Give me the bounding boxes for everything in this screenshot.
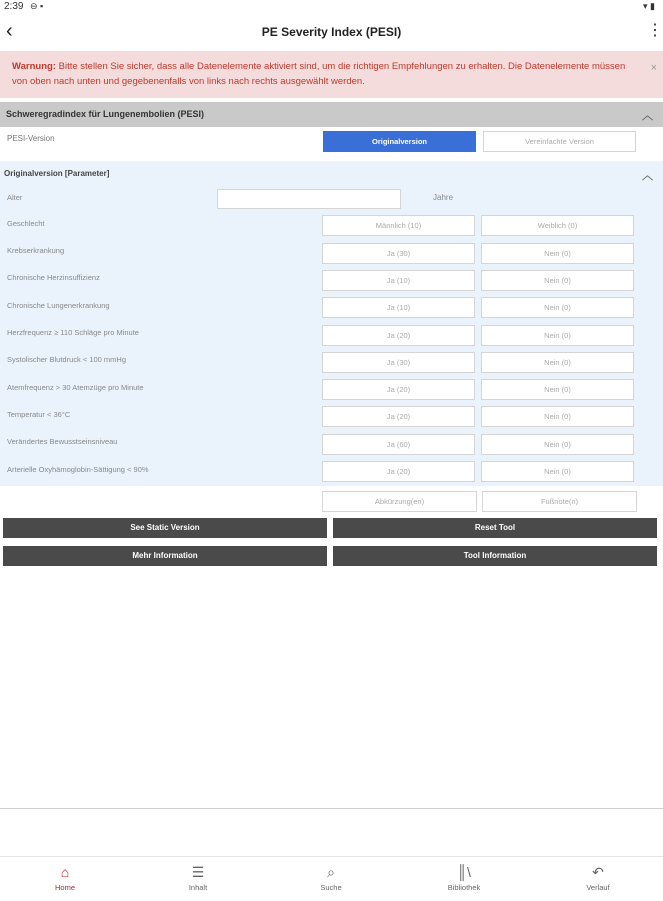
history-icon: ↶ (592, 864, 604, 880)
param-option-b[interactable]: Nein (0) (481, 243, 634, 264)
abbreviations-button[interactable]: Abkürzung(en) (322, 491, 477, 512)
nav-label: Home (54, 883, 75, 892)
see-static-version-button[interactable]: See Static Version (3, 518, 327, 538)
param-label: Temperatur < 36°C (7, 410, 71, 419)
warning-label: Warnung: (12, 61, 56, 72)
param-label: Geschlecht (7, 219, 45, 228)
bottom-nav (0, 856, 663, 900)
divider (0, 808, 663, 809)
params-header[interactable] (0, 161, 663, 186)
tool-information-button[interactable]: Tool Information (333, 546, 657, 566)
menu-icon: ☰ (191, 864, 205, 880)
param-label: Arterielle Oxyhämoglobin-Sättigung < 90% (7, 465, 149, 474)
nav-suche[interactable] (291, 857, 371, 901)
nav-inhalt[interactable] (158, 857, 238, 901)
param-label: Herzfrequenz ≥ 110 Schläge pro Minute (7, 328, 139, 337)
param-label: Verändertes Bewusstseinsniveau (7, 437, 118, 446)
param-option-a[interactable]: Männlich (10) (322, 215, 475, 236)
more-information-button[interactable]: Mehr Information (3, 546, 327, 566)
warning-text: Bitte stellen Sie sicher, dass alle Datenelemente aktiviert sind, um die richtigen Empfehlungen zu erhalten. Die Datenelemente müssen von oben nach unten und gegebenenfalls von links nach rechts ausgewählt werden. (12, 61, 626, 87)
param-option-a[interactable]: Ja (10) (322, 297, 475, 318)
page-title: PE Severity Index (PESI) (261, 25, 402, 39)
age-unit: Jahre (433, 193, 454, 202)
nav-home[interactable] (25, 857, 105, 901)
param-option-a[interactable]: Ja (20) (322, 325, 475, 346)
param-option-b[interactable]: Nein (0) (481, 406, 634, 427)
more-vert-icon[interactable]: ⋮ (647, 22, 663, 39)
age-label: Alter (7, 193, 23, 202)
search-icon: ⌕ (327, 864, 335, 880)
param-option-b[interactable]: Nein (0) (481, 461, 634, 482)
param-label: Atemfrequenz > 30 Atemzüge pro Minute (7, 383, 144, 392)
wifi-battery-icons: ▾ ▮ (643, 1, 655, 11)
param-option-a[interactable]: Ja (10) (322, 270, 475, 291)
original-version-button[interactable]: Originalversion (323, 131, 476, 152)
status-time: 2:39 (4, 1, 24, 12)
nav-verlauf[interactable] (558, 857, 638, 901)
nav-label: Bibliothek (447, 883, 481, 892)
section-header[interactable] (0, 102, 663, 127)
chevron-up-icon[interactable]: ︿ (642, 170, 653, 182)
param-option-b[interactable]: Nein (0) (481, 379, 634, 400)
version-label: PESI-Version (7, 134, 55, 143)
nav-label: Inhalt (188, 883, 208, 892)
param-option-a[interactable]: Ja (20) (322, 461, 475, 482)
param-option-a[interactable]: Ja (30) (322, 352, 475, 373)
param-label: Krebserkrankung (7, 246, 65, 255)
home-icon: ⌂ (60, 864, 70, 880)
param-option-b[interactable]: Nein (0) (481, 297, 634, 318)
simplified-version-button[interactable]: Vereinfachte Version (483, 131, 636, 152)
chevron-up-icon[interactable]: ︿ (642, 110, 653, 122)
nav-label: Suche (320, 883, 342, 892)
close-icon[interactable]: × (650, 62, 657, 74)
param-label: Systolischer Blutdruck < 100 mmHg (7, 355, 127, 364)
param-label: Chronische Herzinsuffizienz (7, 273, 100, 282)
library-icon: ║\ (457, 864, 471, 880)
param-option-a[interactable]: Ja (20) (322, 406, 475, 427)
param-option-b[interactable]: Nein (0) (481, 325, 634, 346)
param-option-a[interactable]: Ja (60) (322, 434, 475, 455)
warning-banner (0, 51, 663, 98)
age-input[interactable] (217, 189, 401, 209)
reset-tool-button[interactable]: Reset Tool (333, 518, 657, 538)
nav-bibliothek[interactable] (424, 857, 504, 901)
param-option-a[interactable]: Ja (20) (322, 379, 475, 400)
param-option-b[interactable]: Nein (0) (481, 352, 634, 373)
back-arrow-icon[interactable]: ‹ (6, 20, 13, 42)
section-title: Schweregradindex für Lungenembolien (PESI) (6, 109, 205, 119)
status-bar (0, 0, 663, 14)
notification-icons: ⊖ ▪ (30, 1, 44, 11)
param-option-b[interactable]: Nein (0) (481, 270, 634, 291)
params-title: Originalversion [Parameter] (4, 169, 110, 178)
param-option-b[interactable]: Weiblich (0) (481, 215, 634, 236)
nav-label: Verlauf (586, 883, 610, 892)
param-label: Chronische Lungenerkrankung (7, 301, 110, 310)
footnotes-button[interactable]: Fußnote(n) (482, 491, 637, 512)
param-option-b[interactable]: Nein (0) (481, 434, 634, 455)
param-option-a[interactable]: Ja (30) (322, 243, 475, 264)
app-bar (0, 14, 663, 50)
